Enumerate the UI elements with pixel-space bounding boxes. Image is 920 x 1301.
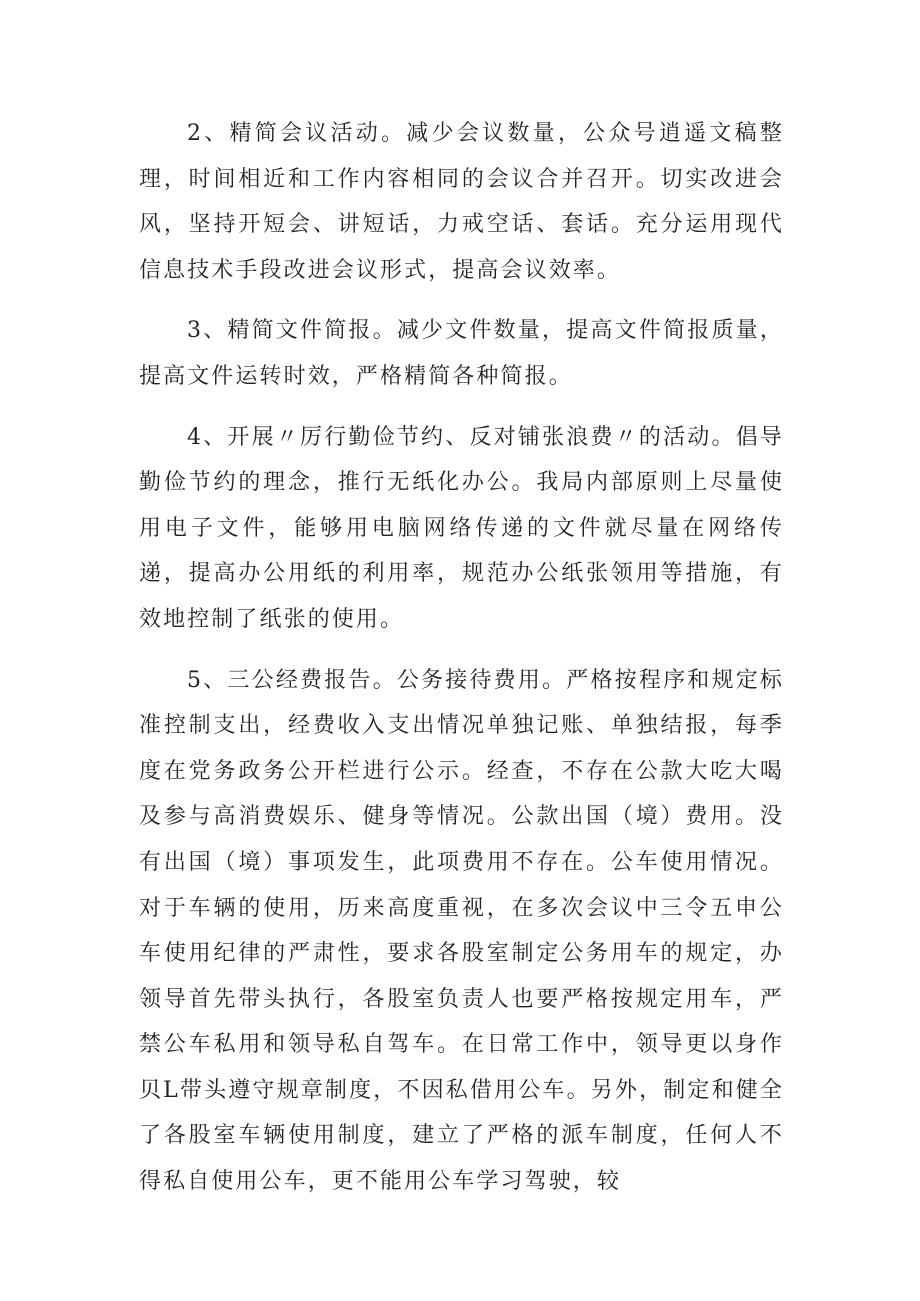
document-body [139,111,784,1220]
paragraph-document-streamlining: 3、精简文件简报。减少文件数量，提高文件简报质量，提高文件运转时效，严格精简各种简报。 [139,318,784,389]
paragraph-three-public-expenses: 5、三公经费报告。公务接待费用。严格按程序和规定标准控制支出，经费收入支出情况单独记账、单独结报，每季度在党务政务公开栏进行公示。经查，不存在公款大吃大喝及参与高消费娱乐、健身等情况。公款出国（境）费用。没有出国（境）事项发生，此项费用不存在。公车使用情况。对于车辆的使用，历来高度重视，在多次会议中三令五申公车使用纪律的严肃性，要求各股室制定公务用车的规定，办领导首先带头执行，各股室负责人也要严格按规定用车，严禁公车私用和领导私自驾车。在日常工作中，领导更以身作贝L带头遵守规章制度，不因私借用公车。另外，制定和健全了各股室车辆使用制度，建立了严格的派车制度，任何人不得私自使用公车，更不能用公车学习驾驶，较 [139,667,784,1195]
paragraph-frugality-campaign: 4、开展〃厉行勤俭节约、反对铺张浪费〃的活动。倡导勤俭节约的理念，推行无纸化办公。我局内部原则上尽量使用电子文件，能够用电脑网络传递的文件就尽量在网络传递，提高办公用纸的利用率，规范办公纸张领用等措施，有效地控制了纸张的使用。 [139,424,784,632]
paragraph-meeting-streamlining: 2、精简会议活动。减少会议数量，公众号逍遥文稿整理，时间相近和工作内容相同的会议合并召开。切实改进会风，坚持开短会、讲短话，力戒空话、套话。充分运用现代信息技术手段改进会议形式，提高会议效率。 [139,121,784,283]
